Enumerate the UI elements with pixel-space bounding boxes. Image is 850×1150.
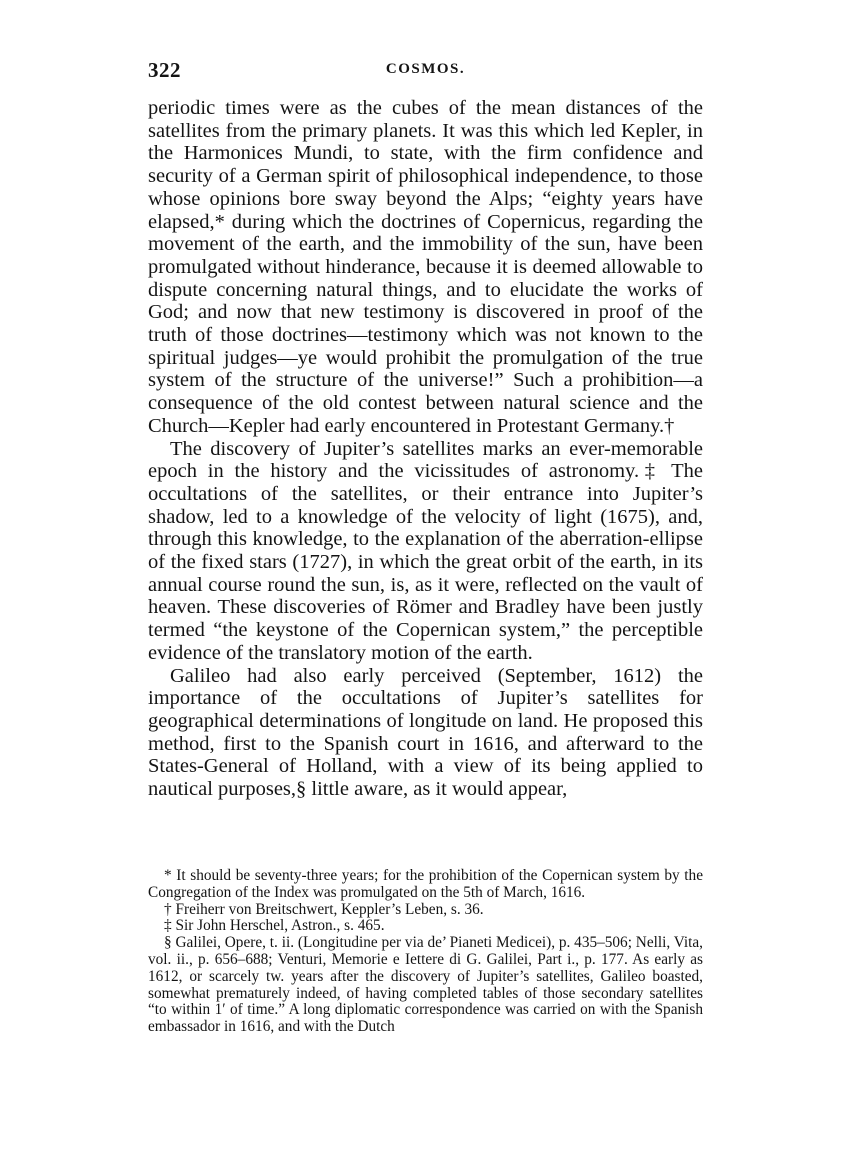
footnote: † Freiherr von Breitschwert, Keppler’s Leben, s. 36. [164, 900, 484, 918]
running-head: COSMOS. [385, 61, 466, 77]
page-number: 322 [148, 58, 181, 82]
footnote: * It should be seventy-three years; for the prohibition of the Copernican system by the Congregation of the Index was promulgated on the 5th of March, 1616. [148, 867, 703, 901]
page-header [148, 58, 703, 88]
body-paragraph: Galileo had also early perceived (September, 1612) the importance of the occultations of Jupiter’s satellites for geographical determinations of longitude on land. He proposed this method, first to the Spanish court in 1616, and afterward to the States-General of Holland, with a view of its being applied to nautical purposes,§ little aware, as it would appear, [148, 664, 703, 801]
footnote: ‡ Sir John Herschel, Astron., s. 465. [164, 917, 385, 935]
footnote: § Galilei, Opere, t. ii. (Longitudine per via de’ Pianeti Medicei), p. 435–506; Nelli, Vita, vol. ii., p. 656–688; Venturi, Memorie e Iettere di G. Galilei, Part i., p. 177. As early as 1612, or scarcely tw. years after the discovery of Jupiter’s satellites, Galileo boasted, somewhat prematurely indeed, of having completed tables of those secondary satellites “to within 1′ of time.” A long diplomatic correspondence was carried on with the Spanish embassador in 1616, and with the Dutch [148, 934, 703, 1036]
body-paragraph: The discovery of Jupiter’s satellites marks an ever-memorable epoch in the history and the vicissitudes of astronomy.‡ The occultations of the satellites, or their entrance into Jupiter’s shadow, led to a knowledge of the velocity of light (1675), and, through this knowledge, to the explanation of the aberration-ellipse of the fixed stars (1727), in which the great orbit of the earth, in its annual course round the sun, is, as it were, reflected on the vault of heaven. These discoveries of Römer and Bradley have been justly termed “the keystone of the Copernican system,” the perceptible evidence of the translatory motion of the earth. [148, 437, 703, 664]
body-text [148, 97, 703, 801]
body-paragraph: periodic times were as the cubes of the mean distances of the satellites from the primary planets. It was this which led Kepler, in the Harmonices Mundi, to state, with the firm confidence and security of a German spirit of philosophical independence, to those whose opinions bore sway beyond the Alps; “eighty years have elapsed,* during which the doctrines of Copernicus, regarding the movement of the earth, and the immobility of the sun, have been promulgated without hinderance, because it is deemed allowable to dispute concerning natural things, and to elucidate the works of God; and now that new testimony is discovered in proof of the truth of those doctrines—testimony which was not known to the spiritual judges—ye would prohibit the promulgation of the true system of the structure of the universe!” Such a prohibition—a consequence of the old contest between natural science and the Church—Kepler had early encountered in Protestant Germany.† [148, 97, 703, 437]
footnotes [148, 868, 703, 1036]
